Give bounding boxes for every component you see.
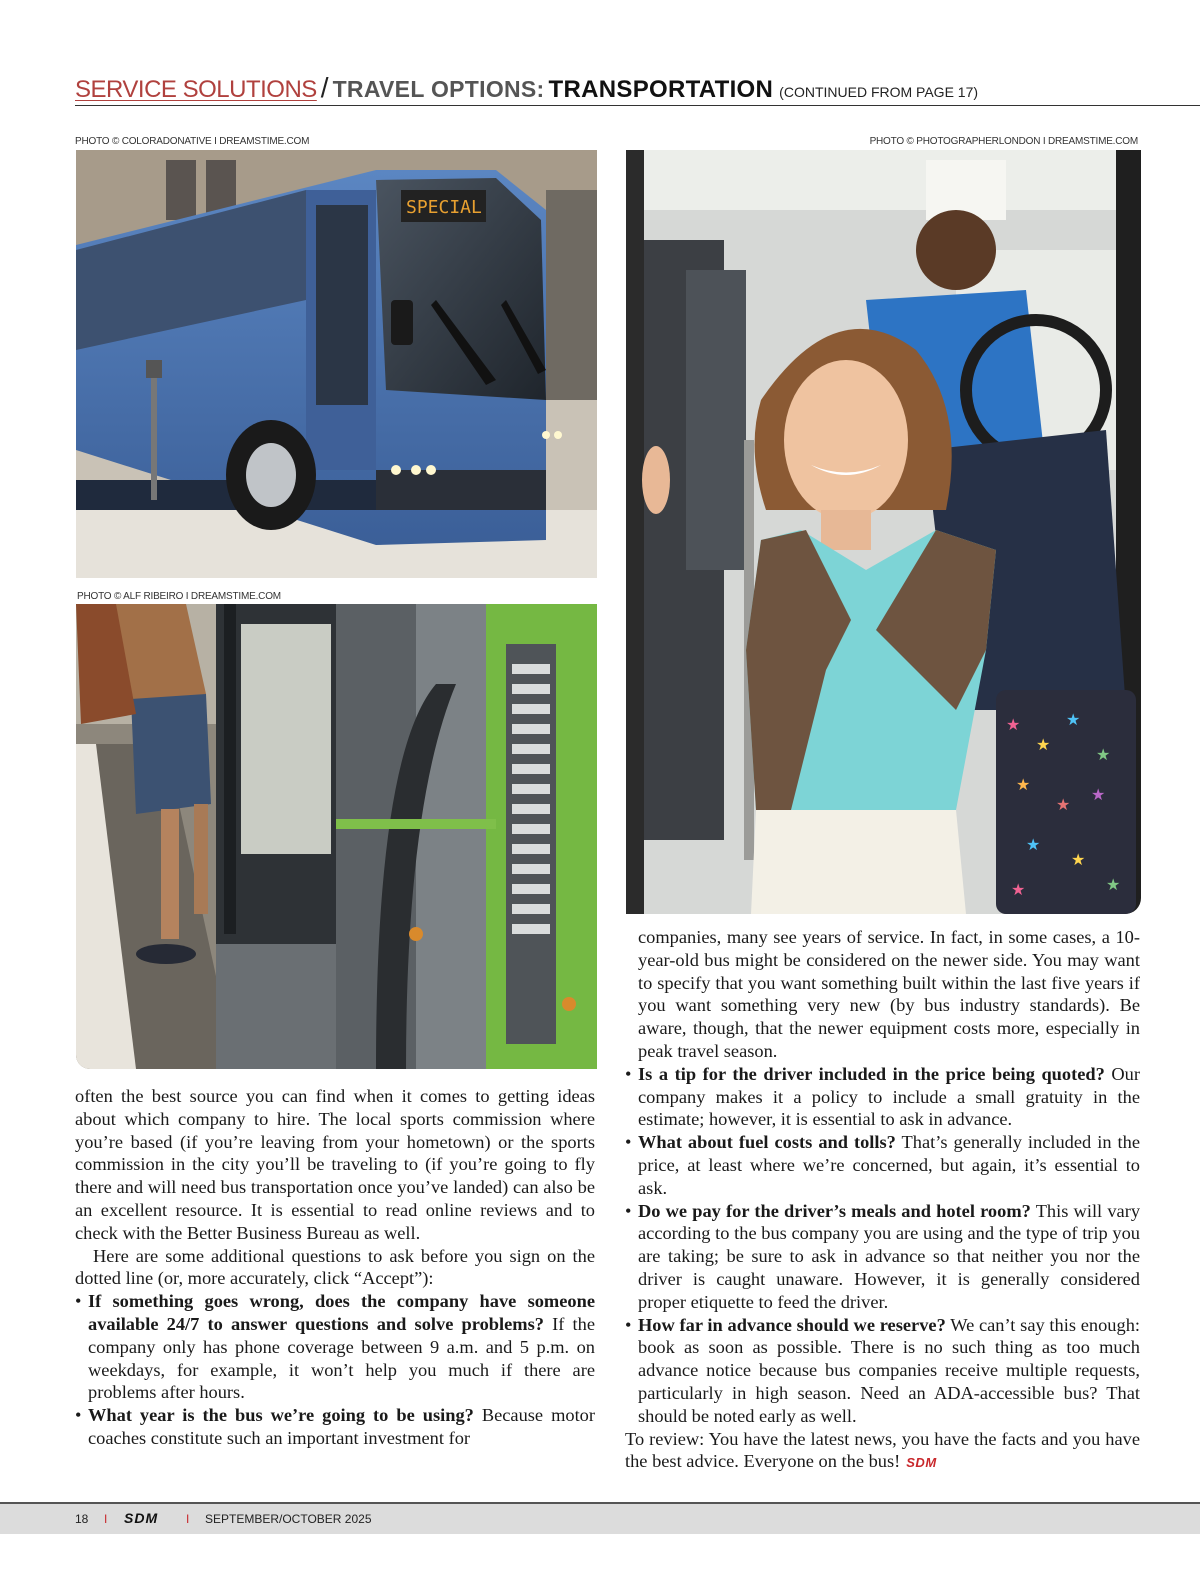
question-list-left [75, 1290, 595, 1450]
answer-text: Because motor coaches constitute such an important investment for [88, 1405, 596, 1448]
list-item [625, 1063, 1140, 1131]
page-number: 18 [75, 1512, 89, 1526]
question-text: If something goes wrong, does the company have someone available 24/7 to answer questions and solve problems? [88, 1291, 595, 1334]
footer-separator: I [186, 1512, 190, 1526]
destination-sign: SPECIAL [406, 197, 482, 218]
continued-note: (CONTINUED FROM PAGE 17) [779, 84, 979, 100]
svg-text:★: ★ [1106, 875, 1121, 894]
topic-title: TRAVEL OPTIONS: [332, 76, 545, 102]
continued-answer: companies, many see years of service. In fact, in some cases, a 10-year-old bus might be considered on the newer side. You may want to specify that you want something built within the last five years if you want something very new (by bus industry standards). Be aware, though, that the newer equipment costs more, especially in peak travel season. [638, 927, 1140, 1061]
coach-bus-photo [76, 150, 597, 578]
svg-text:★: ★ [1026, 835, 1041, 854]
photo-credit-passenger: PHOTO © PHOTOGRAPHERLONDON I DREAMSTIME.COM [869, 136, 1138, 147]
question-list-right [625, 1063, 1140, 1428]
svg-text:★: ★ [1036, 735, 1051, 754]
section-name: SERVICE SOLUTIONS [75, 76, 317, 103]
photo-credit-city-bus: PHOTO © ALF RIBEIRO I DREAMSTIME.COM [77, 591, 281, 602]
closing-paragraph [625, 1428, 1140, 1476]
closing-text: To review: You have the latest news, you have the facts and you have the best advice. Everyone on the bus! [625, 1428, 1140, 1472]
list-item [75, 1404, 595, 1450]
svg-text:★: ★ [1071, 850, 1086, 869]
passenger-photo [626, 150, 1141, 914]
svg-text:★: ★ [1011, 880, 1026, 899]
page-header [75, 72, 1200, 106]
lead-in-paragraph: Here are some additional questions to ask before you sign on the dotted line (or, more accurately, click “Accept”): [75, 1245, 595, 1289]
svg-text:★: ★ [1056, 795, 1071, 814]
list-item [625, 1314, 1140, 1428]
issue-date: SEPTEMBER/OCTOBER 2025 [205, 1512, 372, 1526]
question-text: How far in advance should we reserve? [638, 1314, 946, 1335]
header-slash: / [320, 72, 329, 103]
svg-text:★: ★ [1096, 745, 1111, 764]
left-column [75, 1085, 595, 1450]
subtopic-title: TRANSPORTATION [548, 76, 774, 103]
question-text: What year is the bus we’re going to be using? [88, 1405, 474, 1426]
list-item [625, 1200, 1140, 1314]
end-mark-logo: SDM [906, 1455, 937, 1471]
question-text: Do we pay for the driver’s meals and hotel room? [638, 1200, 1031, 1221]
list-item [625, 1131, 1140, 1199]
magazine-logo: SDM [124, 1510, 159, 1526]
answer-text: Our company makes it a policy to include a small gratuity in the estimate; however, it is essential to ask in advance. [638, 1063, 1140, 1130]
answer-text: If the company only has phone coverage between 9 a.m. and 5 p.m. on weekdays, for example, it won’t help you much if there are problems after hours. [88, 1313, 595, 1403]
photo-credit-coach: PHOTO © COLORADONATIVE I DREAMSTIME.COM [75, 136, 310, 147]
svg-text:★: ★ [1066, 710, 1081, 729]
list-item [75, 1290, 595, 1404]
answer-text: This will vary according to the bus company you are using and the type of trip you are taking; be sure to ask in advance so that neither you nor the driver is caught unaware. However, it is generally considered proper etiquette to feed the driver. [638, 1200, 1141, 1312]
city-bus-photo [76, 604, 597, 1069]
svg-text:★: ★ [1016, 775, 1031, 794]
intro-paragraph: often the best source you can find when it comes to getting ideas about which company to hire. The local sports commission where you’re based (if you’re leaving from your hometown) or the sports commission in the city you’ll be traveling to (if you’re going to fly there and will need bus transportation once you’ve landed) can also be an excellent resource. It is essential to read online reviews and to check with the Better Business Bureau as well. [75, 1086, 595, 1243]
svg-text:★: ★ [1091, 785, 1106, 804]
header-rule [75, 105, 1200, 106]
answer-text: That’s generally included in the price, at least where we’re concerned, but again, it’s essential to ask. [638, 1132, 1140, 1198]
svg-text:★: ★ [1006, 715, 1021, 734]
question-text: Is a tip for the driver included in the price being quoted? [638, 1063, 1105, 1084]
right-column [625, 926, 1140, 1475]
answer-text: We can’t say this enough: book as soon as possible. There is no such thing as too much advance notice because bus companies receive multiple requests, particularly in high season. Need an ADA-accessible bus? That should be noted early as well. [638, 1314, 1140, 1426]
footer-separator: I [104, 1512, 108, 1526]
question-text: What about fuel costs and tolls? [638, 1132, 896, 1153]
page-footer [0, 1502, 1200, 1534]
